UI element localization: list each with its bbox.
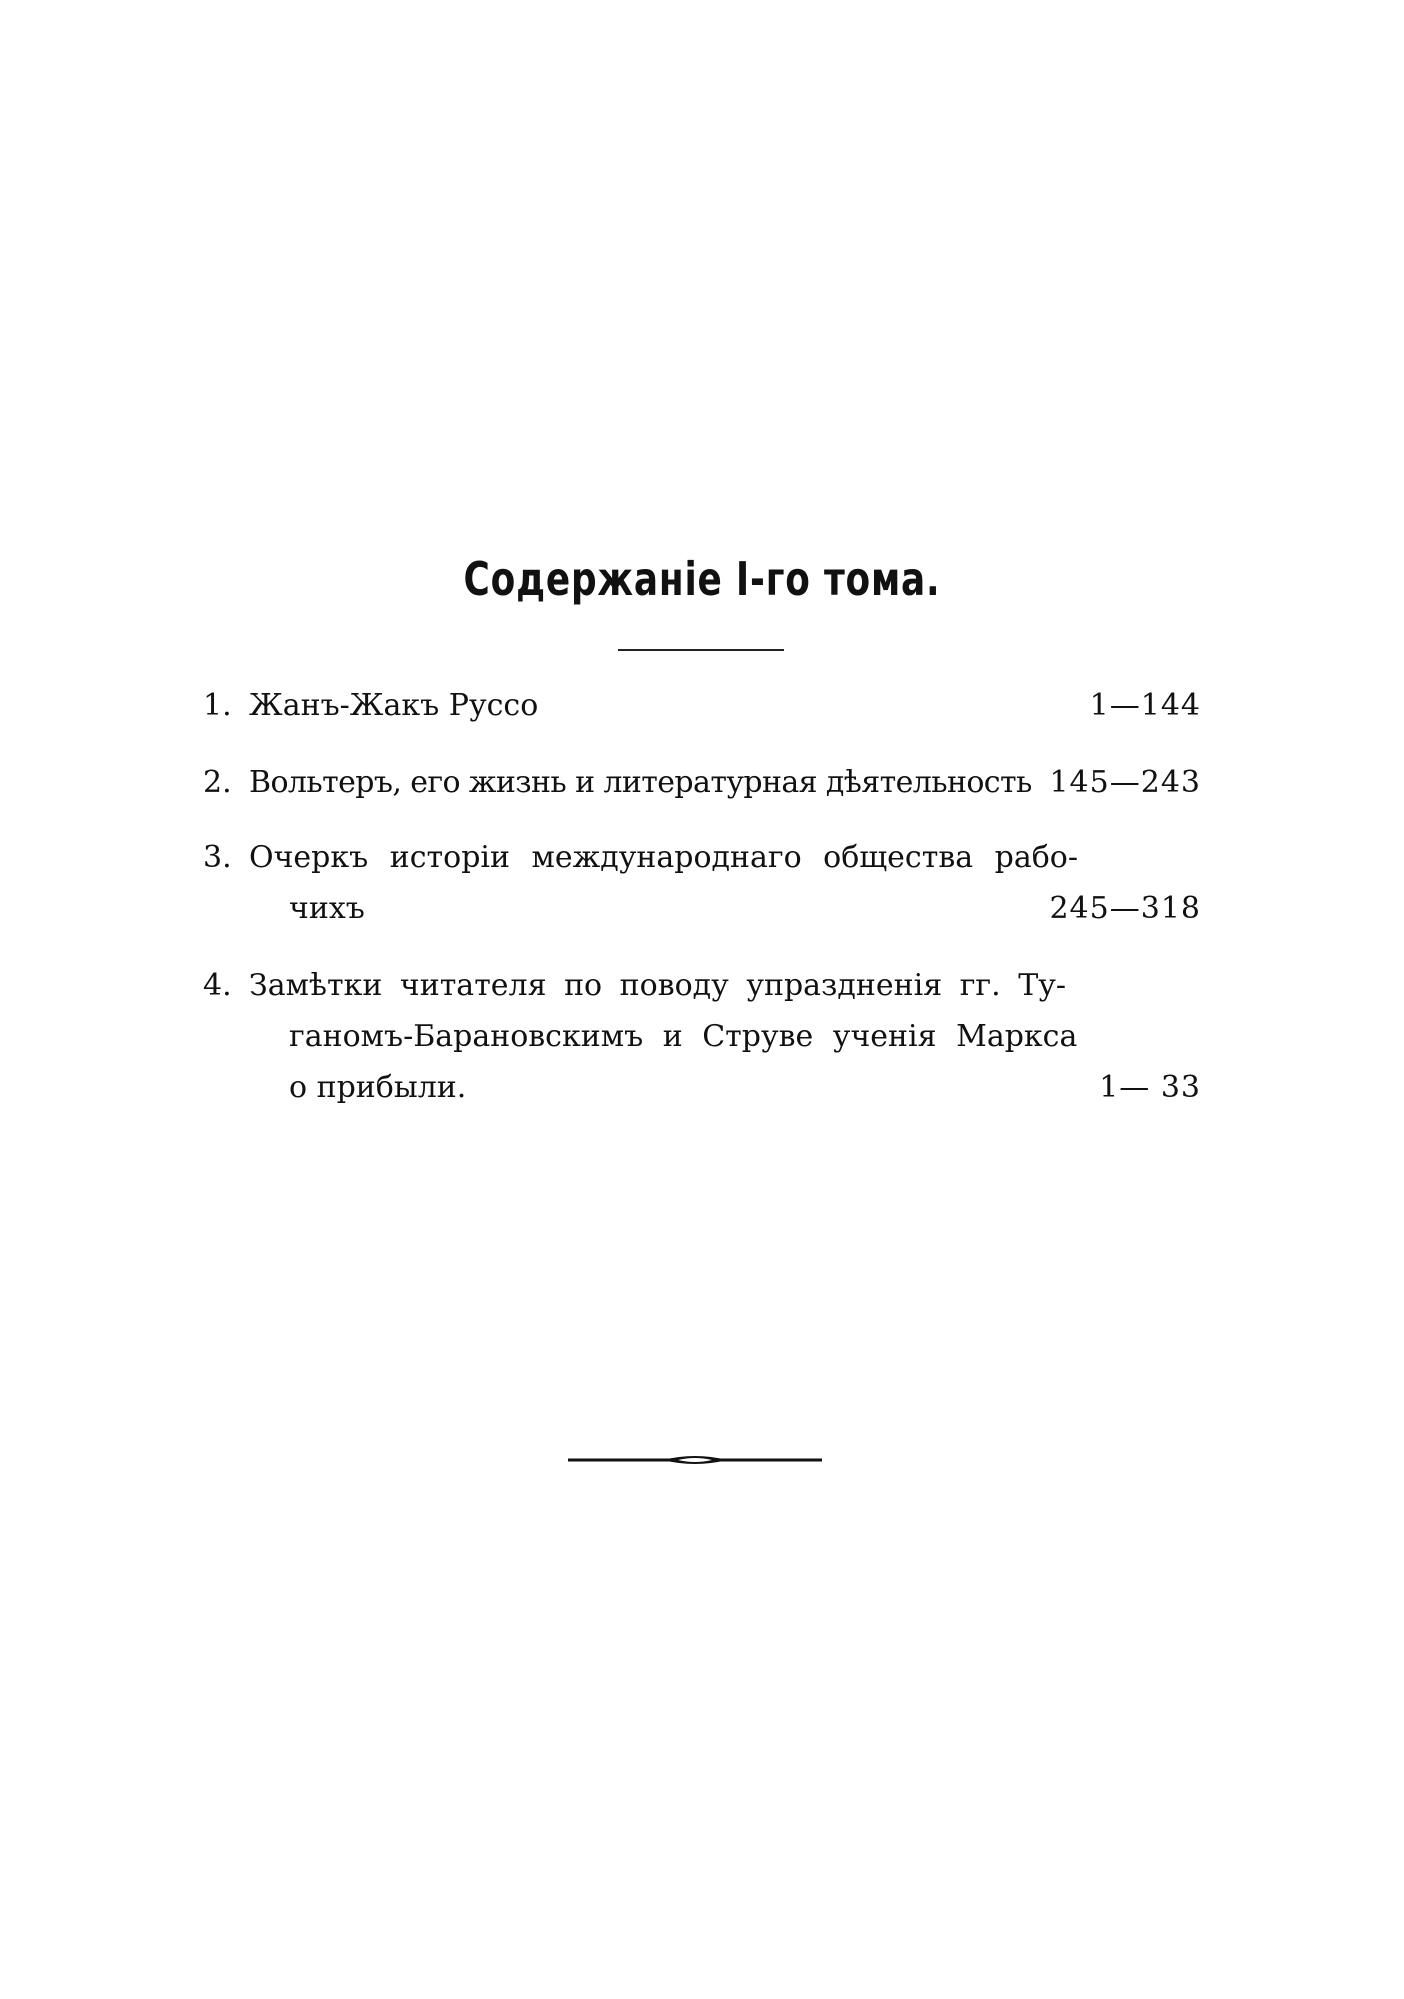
toc-entry-1 [203,680,1203,731]
page-title: Содержаніе I-го тома. [463,552,941,606]
toc-entry-2 [203,757,1203,808]
entry-pages: 245—318 [1049,891,1201,926]
entry-pages: 145—243 [1049,765,1201,800]
toc-entry-3 [203,832,1203,934]
entry-number: 2. [203,765,232,800]
title-divider [618,649,784,651]
entry-title-line-1: Очеркъ исторіи международнаго общества рабо- [249,840,1078,875]
entry-number: 3. [203,840,232,875]
entry-title-line-1: Замѣтки читателя по поводу упраздненія гг. Ту- [249,968,1066,1003]
entry-title: Вольтеръ, его жизнь и литературная дѣятельность [249,765,1032,800]
entry-number: 1. [203,688,232,723]
entry-number: 4. [203,968,232,1003]
entry-pages: 1—144 [1089,688,1201,723]
ornament-divider [568,1450,822,1470]
entry-pages: 1— 33 [1099,1070,1201,1105]
entry-title-line-3: о прибыли. [289,1070,467,1105]
entry-title-line-2: чихъ [289,891,365,926]
entry-title-line-2: ганомъ-Барановскимъ и Струве ученія Маркса [289,1019,1078,1054]
table-of-contents [203,680,1203,1113]
entry-title: Жанъ-Жакъ Руссо [249,688,539,723]
toc-entry-4 [203,960,1203,1113]
